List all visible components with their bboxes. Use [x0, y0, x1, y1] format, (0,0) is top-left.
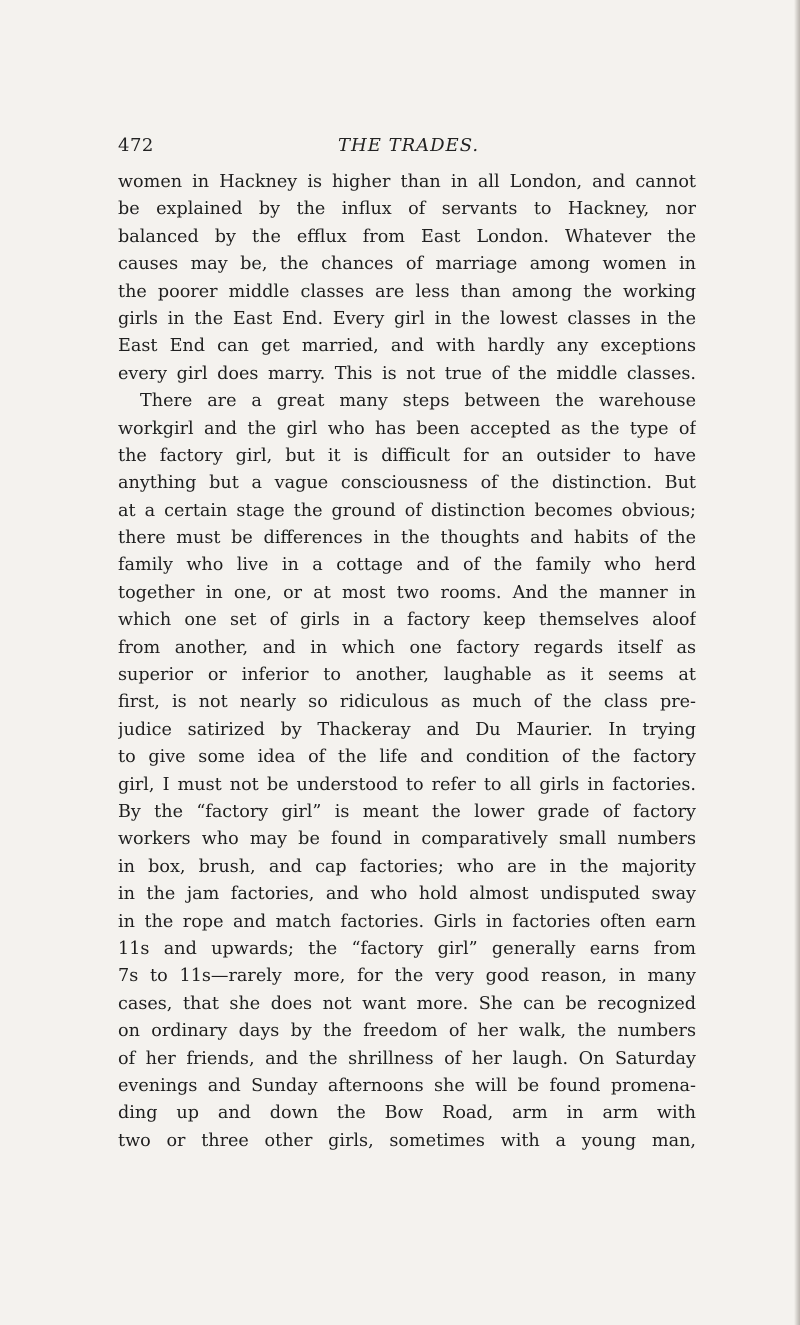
text-line: cases, that she does not want more. She can be recognized: [118, 993, 696, 1014]
text-line: anything but a vague consciousness of the distinction. But: [118, 473, 696, 494]
text-line: women in Hackney is higher than in all London, and cannot: [118, 172, 696, 192]
text-line: in the jam factories, and who hold almost undisputed sway: [118, 884, 696, 905]
text-line: there must be differences in the thoughts and habits of the: [118, 528, 696, 549]
text-line: workers who may be found in comparatively small numbers: [118, 829, 696, 850]
text-line: girls in the East End. Every girl in the lowest classes in the: [118, 308, 696, 329]
text-line: 11s and upwards; the “factory girl” generally earns from: [118, 938, 696, 959]
text-line: be explained by the influx of servants to Hackney, nor: [118, 199, 696, 220]
text-line: 7s to 11s—rarely more, for the very good reason, in many: [118, 966, 696, 987]
page-header: [118, 135, 696, 161]
text-line: of her friends, and the shrillness of her laugh. On Saturday: [118, 1048, 696, 1069]
text-line: workgirl and the girl who has been accepted as the type of: [118, 418, 696, 439]
text-line: in the rope and match factories. Girls in factories often earn: [118, 911, 696, 932]
text-line: evenings and Sunday afternoons she will be found promena-: [118, 1075, 696, 1096]
text-line: superior or inferior to another, laughable as it seems at: [118, 665, 696, 686]
text-line: girl, I must not be understood to refer to all girls in factories.: [118, 774, 696, 795]
text-line: which one set of girls in a factory keep themselves aloof: [118, 610, 696, 631]
text-line: East End can get married, and with hardly any exceptions: [118, 336, 696, 357]
text-line: on ordinary days by the freedom of her walk, the numbers: [118, 1021, 696, 1042]
text-line: two or three other girls, sometimes with a young man,: [118, 1130, 696, 1151]
text-line: the factory girl, but it is difficult for an outsider to have: [118, 445, 696, 466]
text-line: judice satirized by Thackeray and Du Maurier. In trying: [118, 719, 696, 740]
text-line: to give some idea of the life and condition of the factory: [118, 747, 696, 768]
text-line: together in one, or at most two rooms. And the manner in: [118, 582, 696, 603]
text-line: from another, and in which one factory regards itself as: [118, 637, 696, 658]
text-line: in box, brush, and cap factories; who are in the majority: [118, 856, 696, 877]
page-edge-shadow: [794, 0, 800, 1325]
text-line: ding up and down the Bow Road, arm in arm with: [118, 1103, 696, 1124]
text-line: balanced by the efflux from East London. Whatever the: [118, 226, 696, 247]
text-line: family who live in a cottage and of the family who herd: [118, 555, 696, 576]
text-line: the poorer middle classes are less than among the working: [118, 281, 696, 302]
text-line: causes may be, the chances of marriage among women in: [118, 254, 696, 275]
text-line: first, is not nearly so ridiculous as much of the class pre-: [118, 692, 696, 713]
running-head: THE TRADES.: [338, 135, 480, 156]
text-line: There are a great many steps between the warehouse: [140, 391, 696, 412]
text-line: every girl does marry. This is not true of the middle classes.: [118, 363, 696, 384]
text-line: By the “factory girl” is meant the lower grade of factory: [118, 801, 696, 822]
page-number: 472: [118, 135, 154, 156]
text-line: at a certain stage the ground of distinction becomes obvious;: [118, 500, 696, 521]
body-text: [118, 169, 696, 1155]
